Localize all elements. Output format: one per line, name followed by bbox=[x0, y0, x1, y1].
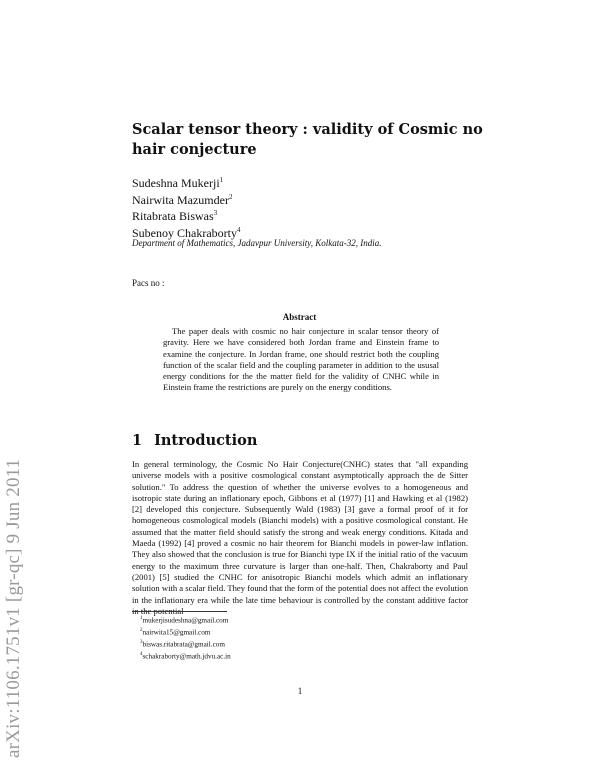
section-title: Introduction bbox=[154, 432, 258, 449]
author-footnote-mark: 2 bbox=[228, 192, 233, 201]
paper-title: Scalar tensor theory : validity of Cosmic no hair conjecture bbox=[132, 121, 483, 158]
footnote-rule bbox=[132, 611, 227, 612]
footnote: $^4$schakraborty@math.jdvu.ac.in bbox=[140, 651, 231, 661]
author-footnote-mark: 4 bbox=[236, 225, 241, 234]
footnotes bbox=[140, 614, 231, 662]
footnote: $^2$nairwita15@gmail.com bbox=[140, 627, 211, 637]
introduction-text: In general terminology, the Cosmic No Hair Conjecture(CNHC) states that "all expanding universe models with a positive cosmological constant asymptotically approach the de Sitter solution." To address the question of whether the universe evolves to a homogeneous and isotropic state during an inflationary epoch, Gibbons et al (1977) [1] and Hawking et al (1982) [2] developed this conjecture. Subsequently Wald (1983) [3] gave a formal proof of it for homogeneous cosmological models (Bianchi models) with a positive cosmological constant. He assumed that the matter field should satisfy the strong and weak energy conditions. Kitada and Maeda (1992) [4] proved a cosmic no hair theorem for Bianchi models in power-law inflation. They also showed that the conclusion is true for Bianchi type IX if the initial ratio of the vacuum energy to the maximum three curvature is larger than one-half. Then, Chakraborty and Paul (2001) [5] studied the CNHC for anisotropic Bianchi models which admit an inflationary solution with a scalar field. They found that the form of the potential does not affect the evolution in the inflationary era while the late time behaviour is controlled by the constant additive factor in the potential bbox=[132, 459, 468, 616]
author: Nairwita Mazumder$^2$ bbox=[132, 192, 233, 207]
arxiv-stamp: arXiv:1106.1751v1 [gr-qc] 9 Jun 2011 bbox=[3, 458, 24, 758]
section-heading bbox=[132, 432, 257, 449]
author-footnote-mark: 3 bbox=[213, 209, 218, 217]
abstract-text: The paper deals with cosmic no hair conjecture in scalar tensor theory of gravity. Here we have considered both Jordan frame and Einstein frame to examine the conjecture. In Jordan frame, one should restrict both the coupling function of the scalar field and the coupling parameter in addition to the ususal energy conditions for the the matter field for the validity of CNHC while in Einstein frame the restrictions are purely on the energy conditions. bbox=[163, 326, 439, 393]
section-number: 1 bbox=[132, 432, 143, 449]
author-footnote-mark: 1 bbox=[219, 176, 224, 184]
affiliation: Department of Mathematics, Jadavpur University, Kolkata-32, India. bbox=[132, 238, 382, 248]
author: Ritabrata Biswas$^3$ bbox=[132, 209, 218, 223]
page-number: 1 bbox=[297, 686, 303, 696]
author-list bbox=[132, 174, 240, 240]
abstract-heading: Abstract bbox=[282, 312, 317, 322]
footnote: $^1$mukerjisudeshna@gmail.com bbox=[140, 616, 229, 625]
pacs-line: Pacs no : bbox=[132, 278, 165, 288]
author: Subenoy Chakraborty$^4$ bbox=[132, 225, 241, 240]
footnote: $^3$biswas.ritabrata@gmail.com bbox=[140, 639, 225, 649]
author: Sudeshna Mukerji$^1$ bbox=[132, 176, 224, 190]
